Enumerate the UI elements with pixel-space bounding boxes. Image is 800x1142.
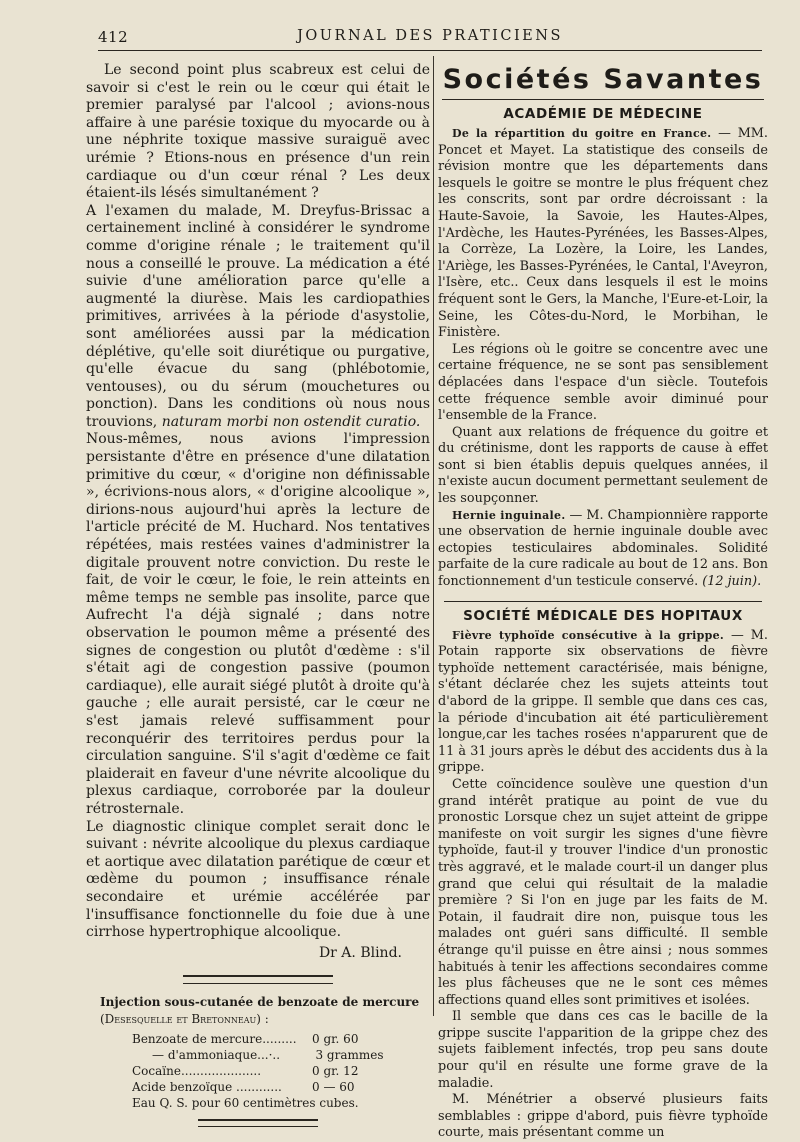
- goitre-paragraph-3: Quant aux relations de fréquence du goitre et du crétinisme, dont les rapports de cause à effet sont si bien établis depuis quelques années, il n'existe aucun document permettant seulement de les soupçonner.: [438, 424, 768, 507]
- right-column: [438, 62, 769, 1141]
- ornament-rule: [183, 975, 333, 984]
- hernie-paragraph: [438, 508, 768, 591]
- menetrier-paragraph: M. Ménétrier a observé plusieurs faits semblables : grippe d'abord, puis fièvre typhoïde courte, mais présentant comme un: [438, 1092, 768, 1141]
- examen-text: A l'examen du malade, M. Dreyfus-Brissac a certainement incliné à considérer le syndrome comme d'origine rénale ; le traitement qu'il nous a conseillé le prouve. La médication a été suivie d'une amélioration parce qu'elle a augmenté la diurèse. Mais les cardiopathies primitives, arrivées à la période d'asystolie, sont améliorées aussi par la médication déplétive, qu'elle soit diurétique ou purgative, qu'elle évacue du sang (phlébotomie, ventouses), ou du sérum (mouchetures ou ponction). Dans les conditions où nous nous trouvions,: [86, 202, 430, 430]
- page-number: 412: [98, 28, 129, 46]
- goitre-paragraph-2: Les régions où le goitre se concentre avec une certaine fréquence, ne se sont pas sensiblement déplacées dans l'espace d'un siècle. Toutefois cette fréquence semble avoir diminué pour l'ensemble de la France.: [438, 341, 768, 424]
- hernie-text: — M. Championnière rapporte une observation de hernie inguinale double avec ectopies testiculaires abdominales. Solidité parfaite de la cure radicale au bout de 12 ans. Bon fonctionnement d'un testicule conservé.: [438, 507, 769, 590]
- recipe-list: [132, 1031, 402, 1111]
- paragraph-examen: [86, 203, 430, 432]
- section-title-rule: [442, 99, 764, 100]
- recipe-dose: 0 — 60: [312, 1079, 355, 1094]
- recipe-ingredient: — d'ammoniaque...·..: [152, 1047, 281, 1062]
- recipe-dose: 0 gr. 12: [312, 1063, 359, 1078]
- injection-heading: [86, 994, 430, 1028]
- latin-quote: naturam morbi non ostendit curatio.: [161, 413, 421, 430]
- recipe-dose: 0 gr. 60: [312, 1031, 359, 1046]
- fievre-lead: Fièvre typhoïde consécutive à la grippe.: [452, 628, 725, 642]
- recipe-row: [132, 1031, 402, 1047]
- recipe-ingredient: Benzoate de mercure.........: [132, 1031, 297, 1046]
- ornament-rule-bottom: [198, 1119, 318, 1127]
- fievre-paragraph-3: Il semble que dans ces cas le bacille de la grippe suscite l'apparition de la grippe chez des sujets faiblement infectés, trop peu sans doute pour qu'il en résulte une forme grave de la maladie.: [438, 1009, 768, 1091]
- section-title: Sociétés Savantes: [442, 64, 764, 95]
- fievre-text: — M. Potain rapporte six observations de fièvre typhoïde nettement caractérisée, mais bénigne, s'étant déclarée chez les sujets atteints tout d'abord de la grippe. Il semble que dans ces cas, la période d'incubation ait été particulièrement longue,car les taches rosées n'apparurent que de 11 à 31 jours après le début des accidents dus à la grippe.: [438, 627, 768, 776]
- section-divider: [444, 601, 762, 602]
- fievre-paragraph: [438, 628, 768, 777]
- recipe-row: [132, 1063, 402, 1079]
- recipe-ingredient: Acide benzoïque ............: [132, 1079, 282, 1094]
- injection-authors: (Desesquelle et Bretonneau) :: [100, 1011, 269, 1026]
- hernie-lead: Hernie inguinale.: [452, 508, 566, 522]
- left-column: [86, 62, 430, 1110]
- paragraph-diagnostic: Le diagnostic clinique complet serait donc le suivant : névrite alcoolique du plexus cardiaque et aortique avec dilatation parétique de cœur et œdème du poumon ; insuffisance rénale secondaire et urémie accélérée par l'insuffisance fonctionnelle du foie due à une cirrhose hypertrophique alcoolique.: [86, 818, 430, 941]
- column-divider: [433, 56, 434, 1016]
- recipe-last-line: Eau Q. S. pour 60 centimètres cubes.: [132, 1095, 359, 1110]
- academie-heading: ACADÉMIE DE MÉDECINE: [503, 106, 703, 122]
- author-signature: Dr A. Blind.: [318, 944, 402, 961]
- running-title: JOURNAL DES PRATICIENS: [297, 28, 563, 44]
- recipe-row: [132, 1047, 402, 1063]
- goitre-lead: De la répartition du goitre en France.: [452, 127, 712, 140]
- injection-title: Injection sous-cutanée de benzoate de mercure: [100, 994, 420, 1009]
- fievre-paragraph-2: Cette coïncidence soulève une question d'un grand intérêt pratique au point de vue du pronostic Lorsque chez un sujet atteint de grippe manifeste on voit surgir les signes d'une fièvre typhoïde, faut-il y trouver l'indice d'un pronostic très aggravé, et le malade court-il un danger plus grand que celui qui résultait de la maladie première ? Si l'on en juge par les faits de M. Potain, il faudrait dire non, puisque tous les malades ont guéri sans difficulté. Il semble étrange qu'il puisse en être ainsi ; nous sommes habitués à tenir les affections secondaires comme les plus fâcheuses que ne le sont ces mêmes affections quand elles sont primitives et isolées.: [438, 776, 768, 1008]
- goitre-paragraph: [438, 126, 768, 342]
- recipe-row: [132, 1079, 402, 1095]
- hernie-date: (12 juin).: [702, 574, 762, 590]
- goitre-text: — MM. Poncet et Mayet. La statistique des conseils de révision montre que les départements dans lesquels le goitre se montre le plus fréquent chez les conscrits, sont par ordre décroissant : la Haute-Savoie, la Savoie, les Hautes-Alpes, l'Ardèche, les Hautes-Pyrénées, les Basses-Alpes, la Corrèze, La Lozère, la Loire, les Landes, l'Ariège, les Basses-Pyrénées, le Cantal, l'Aveyron, l'Isère, etc.. Ceux dans lesquels il est le moins fréquent sont le Gers, la Manche, l'Eure-et-Loir, la Seine, les Côtes-du-Nord, le Morbihan, le Finistère.: [438, 126, 768, 341]
- hopitaux-heading: SOCIÉTÉ MÉDICALE DES HOPITAUX: [463, 607, 743, 624]
- header-rule: [98, 50, 762, 51]
- recipe-dose: 3 grammes: [315, 1047, 384, 1062]
- recipe-ingredient: Cocaïne.....................: [132, 1063, 262, 1078]
- paragraph-scabreux: Le second point plus scabreux est celui de savoir si c'est le rein ou le cœur qui était le premier paralysé par l'alcool ; avions-nous affaire à une parésie toxique du myocarde ou à une néphrite toxique massive suraiguë avec urémie ? Etions-nous en présence d'un rein cardiaque ou d'un cœur rénal ? Les deux étaient-ils lésés simultanément ?: [86, 62, 430, 202]
- paragraph-nous-memes: Nous-mêmes, nous avions l'impression persistante d'être en présence d'une dilatation primitive du cœur, « d'origine non définissable », écrivions-nous alors, « d'origine alcoolique », dirions-nous aujourd'hui après la lecture de l'article précité de M. Huchard. Nos tentatives répétées, mais restées vaines d'administrer la digitale prouvent notre conviction. Du reste le fait, de voir le cœur, le foie, le rein atteints en même temps ne semble pas insolite, parce que Aufrecht l'a déjà signalé ; dans notre observation le poumon même a présenté des signes de congestion ou plutôt d'œdème : s'il s'était agi de congestion passive (poumon cardiaque), elle aurait siégé plutôt à droite qu'à gauche ; elle aurait persisté, car le cœur ne s'est jamais relevé suffisamment pour reconquérir des territoires perdus pour la circulation sanguine. S'il s'agit d'œdème ce fait plaiderait en faveur d'une névrite alcoolique du plexus cardiaque, corroborée par la douleur rétrosternale.: [86, 431, 430, 817]
